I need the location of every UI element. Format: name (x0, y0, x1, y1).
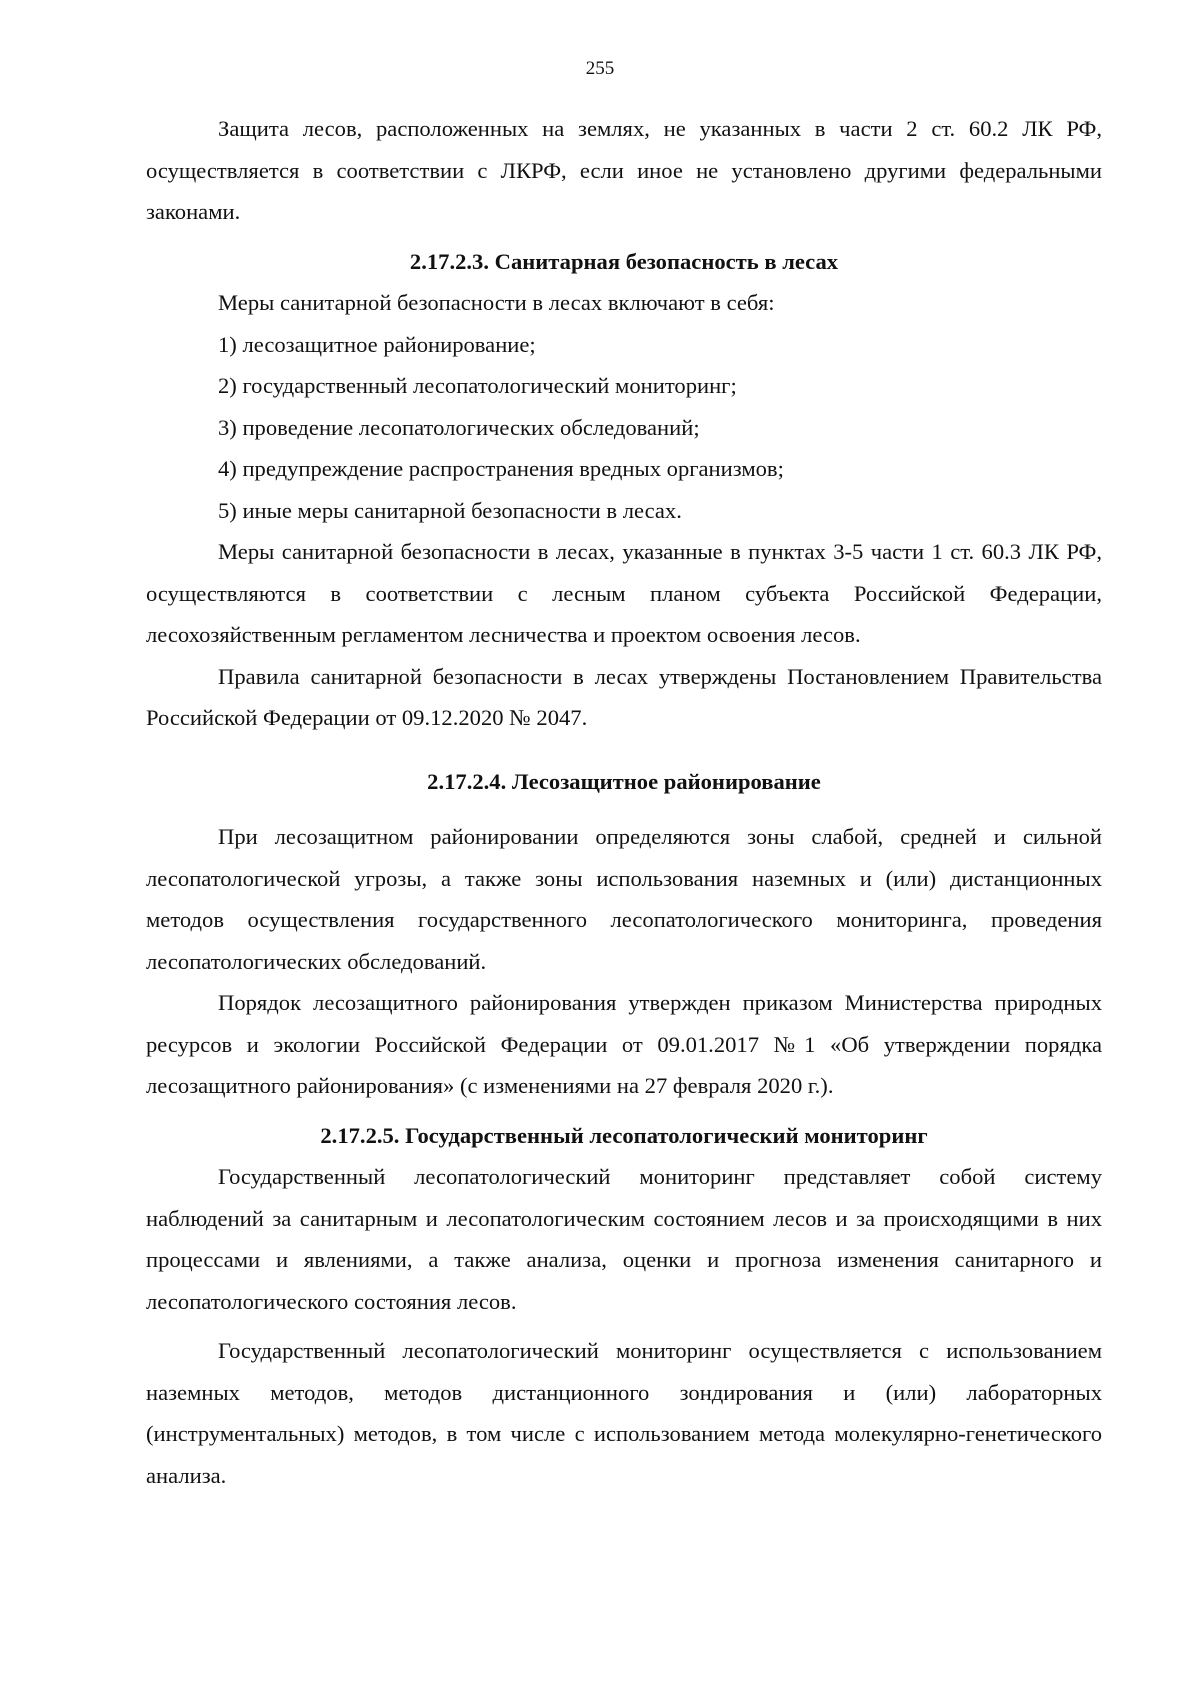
paragraph: Правила санитарной безопасности в лесах утверждены Постановлением Правительства Российской Федерации от 09.12.2020 № 2047. (146, 663, 1102, 730)
paragraph: Меры санитарной безопасности в лесах включают в себя: (218, 290, 775, 315)
list-item: 1) лесозащитное районирование; (218, 331, 536, 357)
page-number: 255 (585, 58, 615, 79)
section-heading: 2.17.2.5. Государственный лесопатологический мониторинг (320, 1122, 928, 1148)
list-item: 3) проведение лесопатологических обследований; (218, 414, 700, 440)
section-heading: 2.17.2.3. Санитарная безопасность в лесах (409, 248, 839, 274)
list-item: 5) иные меры санитарной безопасности в лесах. (218, 497, 682, 523)
paragraph: Защита лесов, расположенных на землях, не указанных в части 2 ст. 60.2 ЛК РФ, осуществляется в соответствии с ЛКРФ, если иное не установлено другими федеральными законами. (146, 116, 1102, 224)
document-body (146, 108, 1102, 1496)
paragraph: Государственный лесопатологический мониторинг осуществляется с использованием наземных методов, методов дистанционного зондирования и (или) лабораторных (инструментальных) методов, в том числе с использованием метода молекулярно-генетического анализа. (146, 1338, 1102, 1488)
paragraph: Порядок лесозащитного районирования утвержден приказом Министерства природных ресурсов и экологии Российской Федерации от 09.01.2017 №1 «Об утверждении порядка лесозащитного районирования» (с изменениями на 27 февраля 2020 г.). (146, 990, 1102, 1098)
paragraph: Меры санитарной безопасности в лесах, указанные в пунктах 3-5 части 1 ст. 60.3 ЛК РФ, осуществляются в соответствии с лесным планом субъекта Российской Федерации, лесохозяйственным регламентом лесничества и проектом освоения лесов. (146, 539, 1102, 647)
list-item: 2) государственный лесопатологический мониторинг; (218, 373, 737, 398)
list-item: 4) предупреждение распространения вредных организмов; (218, 456, 784, 481)
section-heading: 2.17.2.4. Лесозащитное районирование (427, 768, 821, 794)
paragraph: Государственный лесопатологический мониторинг представляет собой систему наблюдений за санитарным и лесопатологическим состоянием лесов и за происходящими в них процессами и явлениями, а также анализа, оценки и прогноза изменения санитарного и лесопатологического состояния лесов. (146, 1164, 1102, 1314)
paragraph: При лесозащитном районировании определяются зоны слабой, средней и сильной лесопатологической угрозы, а также зоны использования наземных и (или) дистанционных методов осуществления государственного лесопатологического мониторинга, проведения лесопатологических обследований. (146, 824, 1102, 974)
